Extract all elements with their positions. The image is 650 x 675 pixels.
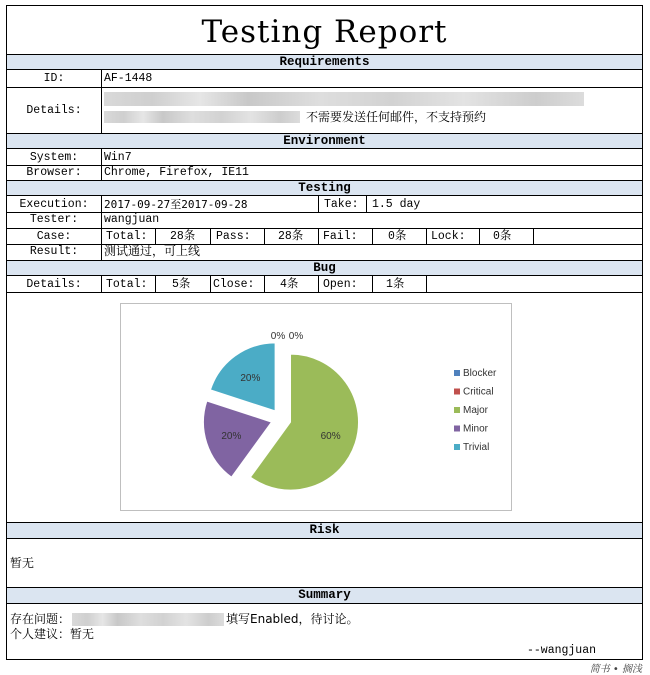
id-label: ID: xyxy=(43,72,65,85)
issue-suffix: 填写Enabled，待讨论。 xyxy=(226,612,359,626)
legend-swatch-minor xyxy=(454,426,460,432)
case-total-label: Total: xyxy=(106,230,148,243)
row-line xyxy=(7,228,642,229)
case-label: Case: xyxy=(36,230,72,243)
col-line xyxy=(264,228,265,244)
take-value: 1.5 day xyxy=(372,198,421,211)
col-line xyxy=(372,276,373,292)
col-line xyxy=(318,196,319,212)
fail-label: Fail: xyxy=(323,230,358,243)
details-text: 不需要发送任何邮件，不支持预约 xyxy=(306,110,487,124)
footer-watermark: 简书 • 搁浅 xyxy=(589,664,642,675)
col-line xyxy=(479,228,480,244)
col-line xyxy=(366,196,367,212)
legend-swatch-trivial xyxy=(454,444,460,450)
tester-value: wangjuan xyxy=(104,213,160,226)
open-value: 1条 xyxy=(386,278,405,291)
col-line xyxy=(318,276,319,292)
row-line xyxy=(7,87,642,88)
result-label: Result: xyxy=(29,245,79,258)
legend-label-critical: Critical xyxy=(463,386,494,398)
redacted-details-line1 xyxy=(104,92,584,106)
take-label: Take: xyxy=(324,198,359,211)
system-label: System: xyxy=(29,151,79,164)
testing-header: Testing xyxy=(7,180,642,196)
bug-chart xyxy=(120,303,512,511)
row-line xyxy=(7,244,642,245)
risk-header: Risk xyxy=(7,522,642,539)
bug-pie-chart xyxy=(121,304,511,510)
col-line xyxy=(372,228,373,244)
legend-label-major: Major xyxy=(463,405,489,416)
legend-label-blocker: Blocker xyxy=(463,368,497,379)
pie-label-blocker: 0% xyxy=(270,331,286,342)
result-value: 测试通过，可上线 xyxy=(104,244,201,258)
bug-total-value: 5条 xyxy=(172,278,191,291)
row-line xyxy=(7,292,642,293)
bug-header: Bug xyxy=(7,260,642,276)
col-line xyxy=(264,276,265,292)
col-line xyxy=(210,228,211,244)
pie-label-critical: 0% xyxy=(288,331,304,342)
report-title: Testing Report xyxy=(201,14,448,50)
bug-divider xyxy=(101,276,102,292)
issue-prefix: 存在问题： xyxy=(10,612,71,626)
legend-label-trivial: Trivial xyxy=(463,442,490,453)
pie-label-trivial: 20% xyxy=(240,372,261,384)
execution-label: Execution: xyxy=(19,198,89,211)
col-line xyxy=(210,276,211,292)
row-line xyxy=(7,165,642,166)
col-line xyxy=(318,228,319,244)
open-label: Open: xyxy=(323,278,358,291)
col-line xyxy=(426,276,427,292)
bug-details-label: Details: xyxy=(26,278,82,291)
legend-swatch-critical xyxy=(454,389,460,395)
col-line xyxy=(426,228,427,244)
col-line xyxy=(155,276,156,292)
case-total-value: 28条 xyxy=(170,230,196,243)
execution-value: 2017-09-27至2017-09-28 xyxy=(104,198,248,211)
lock-label: Lock: xyxy=(431,230,466,243)
lock-value: 0条 xyxy=(493,230,512,243)
id-value: AF-1448 xyxy=(104,72,153,85)
details-label: Details: xyxy=(26,104,82,117)
close-label: Close: xyxy=(213,278,255,291)
redacted-details-line2 xyxy=(104,111,300,123)
browser-label: Browser: xyxy=(26,166,82,179)
system-value: Win7 xyxy=(104,151,132,164)
browser-value: Chrome, Firefox, IE11 xyxy=(104,166,249,179)
requirements-header: Requirements xyxy=(7,54,642,70)
pie-label-major: 60% xyxy=(320,431,341,443)
col-line xyxy=(533,228,534,244)
tester-label: Tester: xyxy=(29,213,79,226)
bug-total-label: Total: xyxy=(106,278,148,291)
legend-swatch-blocker xyxy=(454,370,460,376)
pass-value: 28条 xyxy=(278,230,304,243)
legend-swatch-major xyxy=(454,407,460,413)
signature: --wangjuan xyxy=(527,644,597,657)
redacted-issue xyxy=(72,613,224,626)
col-line xyxy=(155,228,156,244)
environment-header: Environment xyxy=(7,133,642,149)
close-value: 4条 xyxy=(280,278,299,291)
pass-label: Pass: xyxy=(216,230,251,243)
row-line xyxy=(7,212,642,213)
req-divider xyxy=(101,70,102,133)
fail-value: 0条 xyxy=(388,230,407,243)
suggestion: 个人建议：暂无 xyxy=(10,627,95,641)
legend-label-minor: Minor xyxy=(463,423,489,435)
summary-header: Summary xyxy=(7,587,642,604)
risk-text: 暂无 xyxy=(10,556,35,570)
pie-label-minor: 20% xyxy=(221,431,242,443)
